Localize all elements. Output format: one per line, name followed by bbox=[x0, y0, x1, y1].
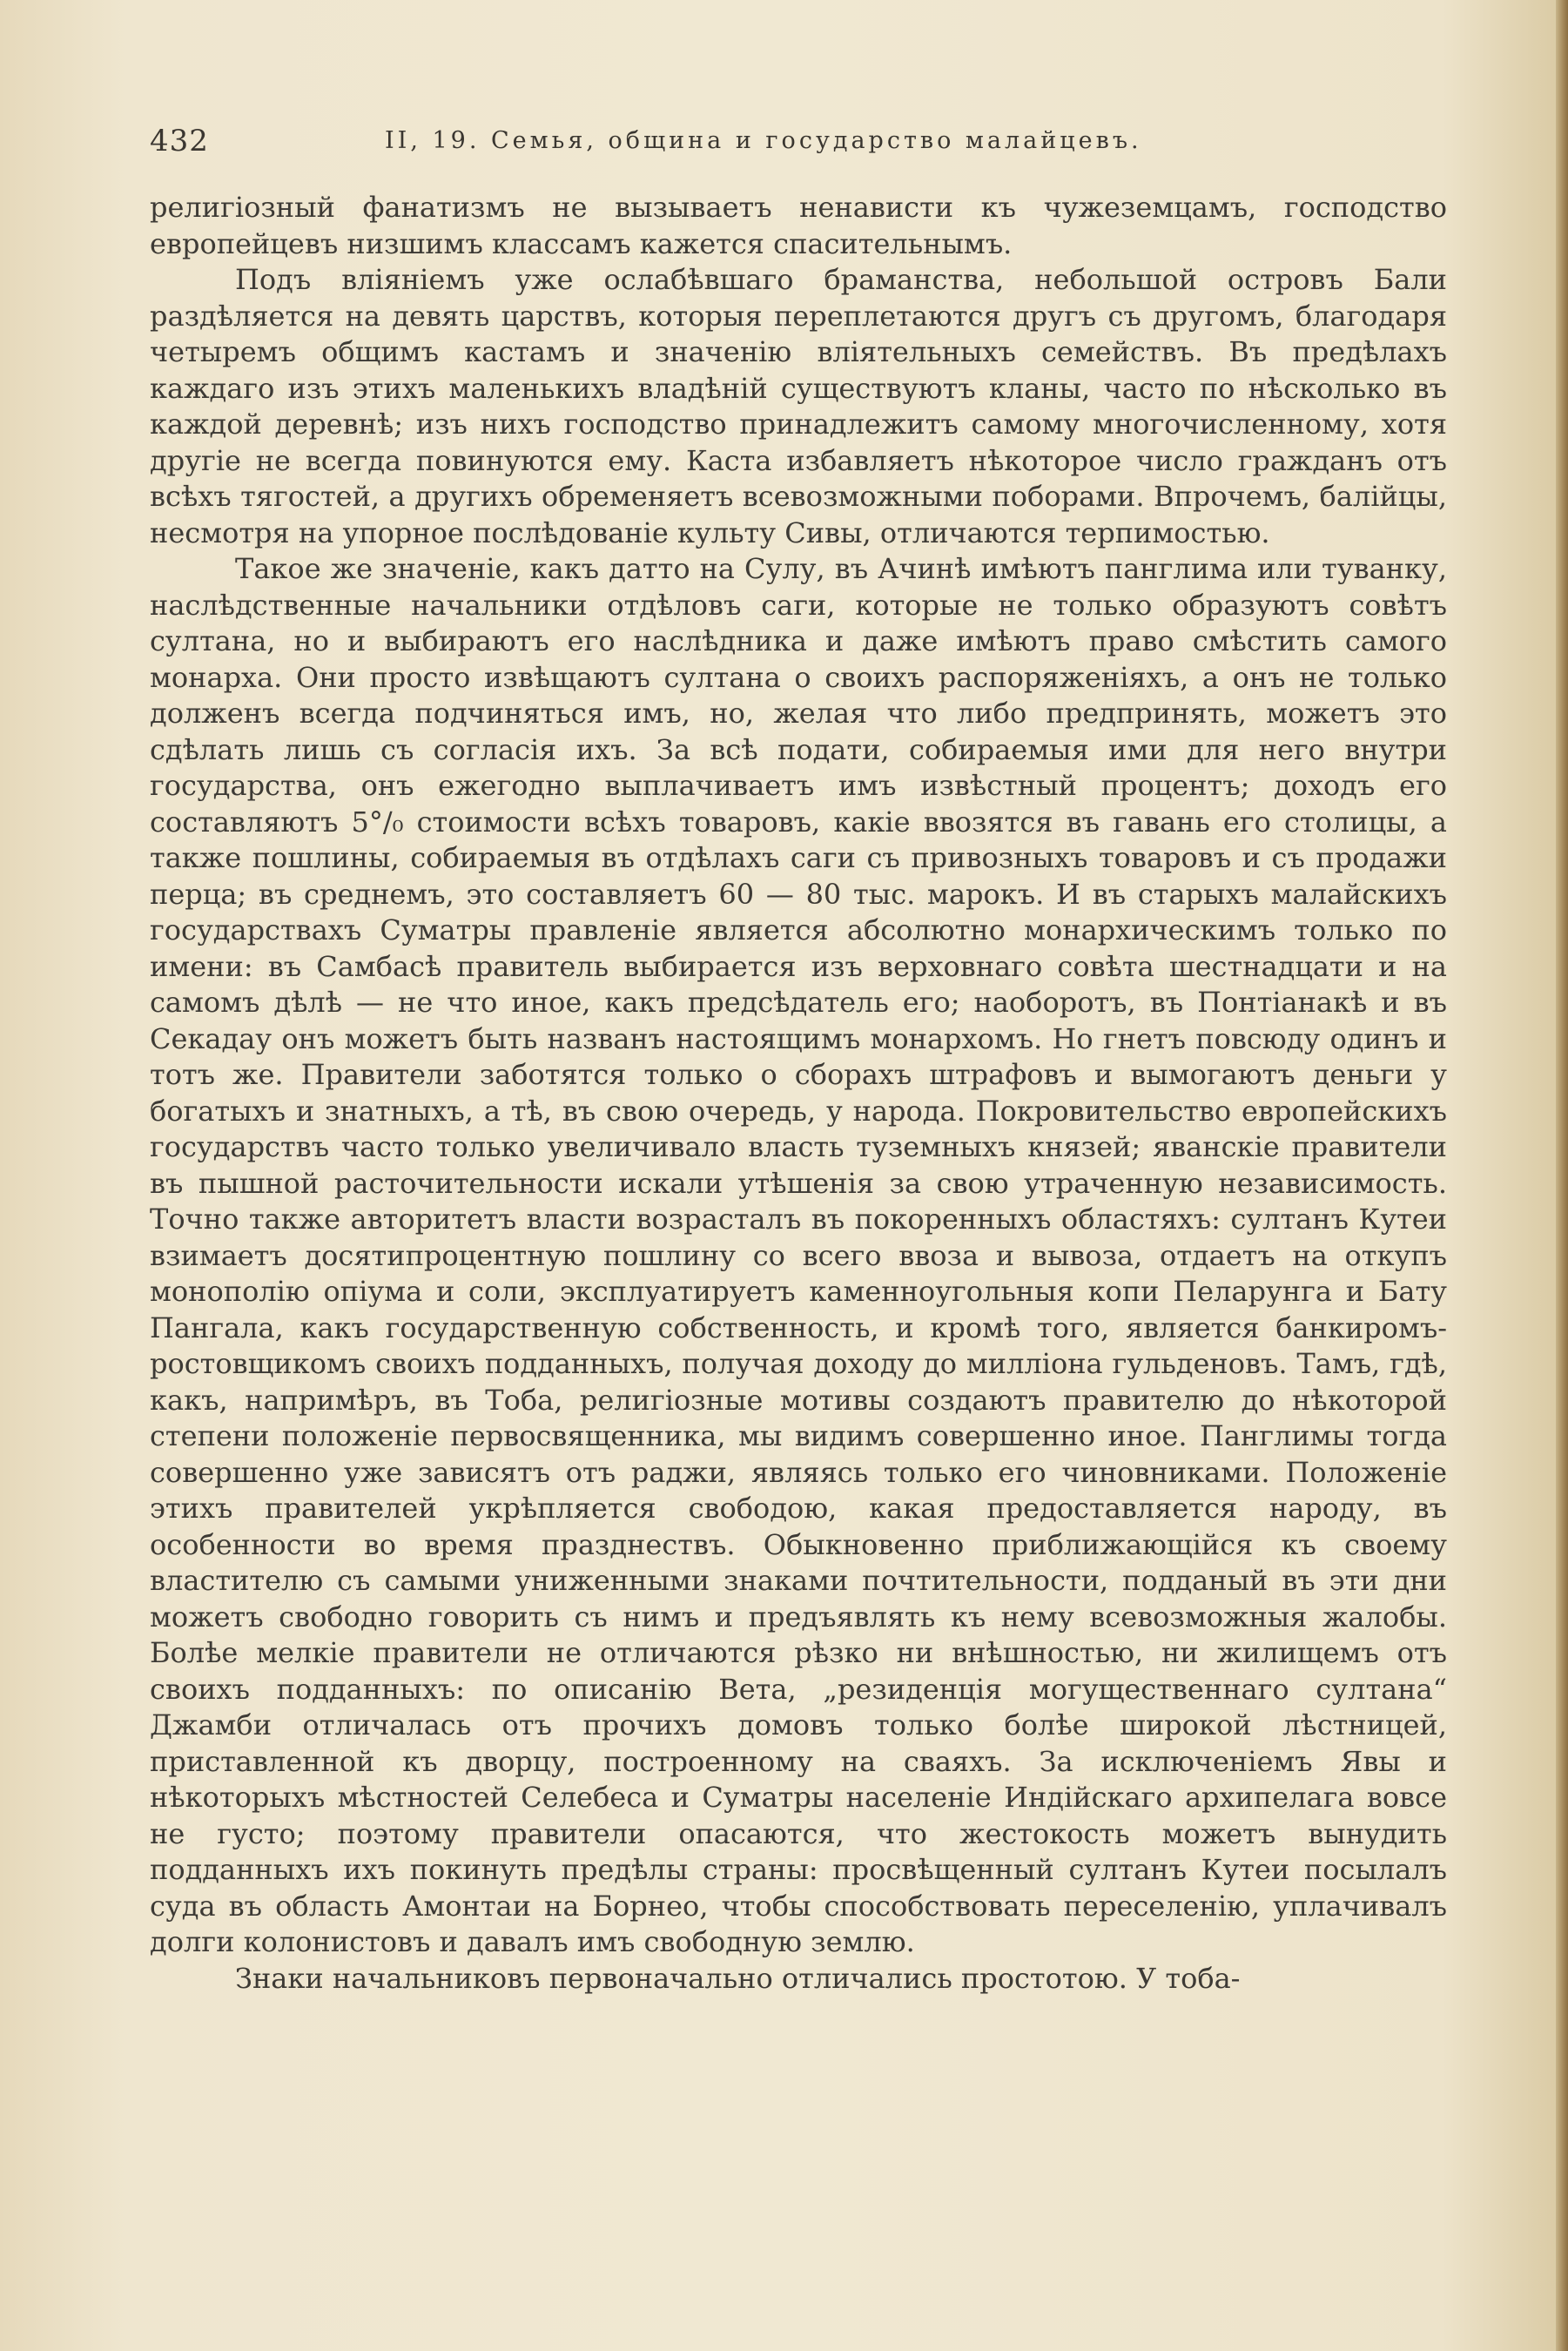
paragraph: религіозный фанатизмъ не вызываетъ ненависти къ чужеземцамъ, господство европейцевъ низшимъ классамъ кажется спасительнымъ. bbox=[150, 191, 1447, 260]
body-text bbox=[150, 190, 1447, 1997]
paragraph: Такое же значеніе, какъ датто на Сулу, въ Ачинѣ имѣютъ панглима или туванку, наслѣдственные начальники отдѣловъ саги, которые не только образуютъ совѣтъ султана, но и выбираютъ его наслѣдника и даже имѣютъ право смѣстить самого монарха. Они просто извѣщаютъ султана о своихъ распоряженіяхъ, а онъ не только долженъ всегда подчиняться имъ, но, желая что либо предпринять, можетъ это сдѣлать лишь съ согласія ихъ. За всѣ подати, собираемыя ими для него внутри государства, онъ ежегодно выплачиваетъ имъ извѣстный процентъ; доходъ его составляютъ 5°/₀ стоимости всѣхъ товаровъ, какіе ввозятся въ гавань его столицы, а также пошлины, собираемыя въ отдѣлахъ саги съ привозныхъ товаровъ и съ продажи перца; въ среднемъ, это составляетъ 60 — 80 тыс. марокъ. И въ старыхъ малайскихъ государствахъ Суматры правленіе является абсолютно монархическимъ только по имени: въ Самбасѣ правитель выбирается изъ верховнаго совѣта шестнадцати и на самомъ дѣлѣ — не что иное, какъ предсѣдатель его; наоборотъ, въ Понтіанакѣ и въ Секадау онъ можетъ быть названъ настоящимъ монархомъ. Но гнетъ повсюду одинъ и тотъ же. Правители заботятся только о сборахъ штрафовъ и вымогаютъ деньги у богатыхъ и знатныхъ, а тѣ, въ свою очередь, у народа. Покровительство европейскихъ государствъ часто только увеличивало власть туземныхъ князей; яванскіе правители въ пышной расточительности искали утѣшенія за свою утраченную независимость. Точно также авторитетъ власти возрасталъ въ покоренныхъ областяхъ: султанъ Кутеи взимаетъ досятипроцентную пошлину со всего ввоза и вывоза, отдаетъ на откупъ монополію опіума и соли, эксплуатируетъ каменноугольныя копи Пеларунга и Бату Пангала, какъ государственную собственность, и кромѣ того, является банкиромъ-ростовщикомъ своихъ подданныхъ, получая доходу до милліона гульденовъ. Тамъ, гдѣ, какъ, напримѣръ, въ Тоба, религіозные мотивы создаютъ правителю до нѣкоторой степени положеніе первосвященника, мы видимъ совершенно иное. Панглимы тогда совершенно уже зависятъ отъ раджи, являясь только его чиновниками. Положеніе этихъ правителей укрѣпляется свободою, какая предоставляется народу, въ особенности во время празднествъ. Обыкновенно приближающійся къ своему властителю съ самыми униженными знаками почтительности, подданый въ эти дни можетъ свободно говорить съ нимъ и предъявлять къ нему всевозможныя жалобы. Болѣе мелкіе правители не отличаются рѣзко ни внѣшностью, ни жилищемъ отъ своихъ подданныхъ: по описанію Вета, „резиденція могущественнаго султана“ Джамби отличалась отъ прочихъ домовъ только болѣе широкой лѣстницей, приставленной къ дворцу, построенному на сваяхъ. За исключеніемъ Явы и нѣкоторыхъ мѣстностей Селебеса и Суматры населеніе Индійскаго архипелага вовсе не густо; поэтому правители опасаются, что жестокость можетъ вынудить подданныхъ ихъ покинуть предѣлы страны: просвѣщенный султанъ Кутеи посылалъ суда въ область Амонтаи на Борнео, чтобы способствовать переселенію, уплачивалъ долги колонистовъ и давалъ имъ свободную землю. bbox=[150, 552, 1447, 1958]
paragraph: Подъ вліяніемъ уже ослабѣвшаго браманства, небольшой островъ Бали раздѣляется на девять царствъ, которыя переплетаются другъ съ другомъ, благодаря четыремъ общимъ кастамъ и значенію вліятельныхъ семействъ. Въ предѣлахъ каждаго изъ этихъ маленькихъ владѣній существуютъ кланы, часто по нѣсколько въ каждой деревнѣ; изъ нихъ господство принадлежитъ самому многочисленному, хотя другіе не всегда повинуются ему. Каста избавляетъ нѣкоторое число гражданъ отъ всѣхъ тягостей, а другихъ обременяетъ всевозможными поборами. Впрочемъ, балійцы, несмотря на упорное послѣдованіе культу Сивы, отличаются терпимостью. bbox=[150, 263, 1447, 549]
running-head: II, 19. Семья, община и государство малайцевъ. bbox=[385, 127, 1142, 154]
page-number: 432 bbox=[150, 124, 209, 158]
paragraph: Знаки начальниковъ первоначально отличались простотою. У тоба- bbox=[235, 1961, 1241, 1995]
page-edge bbox=[1556, 0, 1568, 2351]
page-header bbox=[150, 124, 1447, 167]
